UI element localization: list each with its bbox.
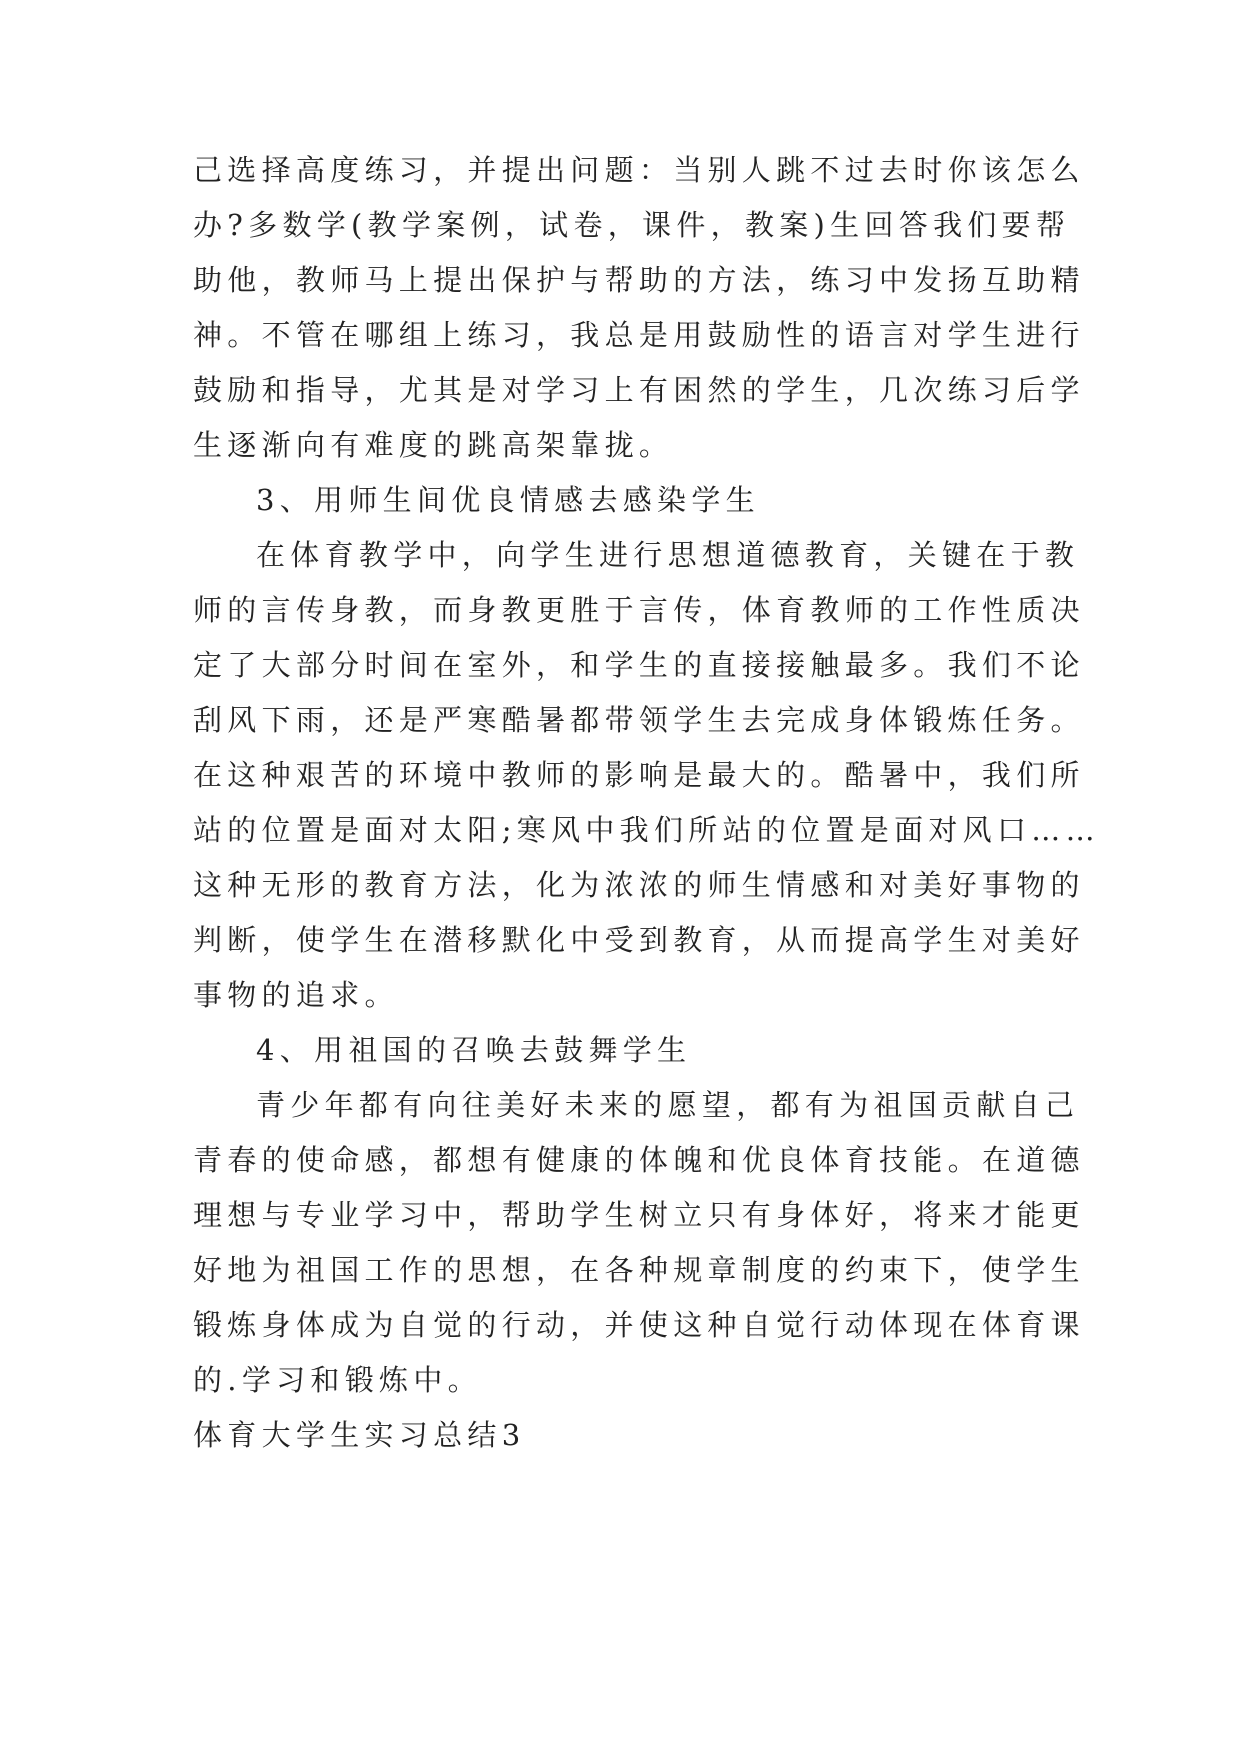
paragraph-line: 办?多数学(教学案例，试卷，课件，教案)生回答我们要帮: [193, 208, 1071, 242]
paragraph-line: 的.学习和锻炼中。: [193, 1363, 482, 1397]
paragraph-line: 生逐渐向有难度的跳高架靠拢。: [193, 428, 674, 462]
paragraph-line: 好地为祖国工作的思想，在各种规章制度的约束下，使学生: [193, 1253, 1085, 1287]
section-heading: 4、用祖国的召唤去鼓舞学生: [256, 1033, 692, 1067]
paragraph-line: 助他，教师马上提出保护与帮助的方法，练习中发扬互助精: [193, 263, 1085, 297]
paragraph-line: 己选择高度练习，并提出问题：当别人跳不过去时你该怎么: [193, 153, 1085, 187]
paragraph-line: 鼓励和指导，尤其是对学习上有困然的学生，几次练习后学: [193, 373, 1085, 407]
paragraph-line: 定了大部分时间在室外，和学生的直接接触最多。我们不论: [193, 648, 1085, 682]
paragraph-line: 这种无形的教育方法，化为浓浓的师生情感和对美好事物的: [193, 868, 1085, 902]
paragraph-line: 判断，使学生在潜移默化中受到教育，从而提高学生对美好: [193, 923, 1085, 957]
paragraph-line: 青春的使命感，都想有健康的体魄和优良体育技能。在道德: [193, 1143, 1085, 1177]
paragraph-line: 师的言传身教，而身教更胜于言传，体育教师的工作性质决: [193, 593, 1085, 627]
paragraph-line: 锻炼身体成为自觉的行动，并使这种自觉行动体现在体育课: [193, 1308, 1085, 1342]
section-heading: 3、用师生间优良情感去感染学生: [256, 483, 760, 517]
paragraph-line: 青少年都有向往美好未来的愿望，都有为祖国贡献自己: [256, 1088, 1080, 1122]
paragraph-line: 在体育教学中，向学生进行思想道德教育，关键在于教: [256, 538, 1080, 572]
paragraph-line: 站的位置是面对太阳;寒风中我们所站的位置是面对风口……: [193, 813, 1100, 847]
paragraph-line: 刮风下雨，还是严寒酷暑都带领学生去完成身体锻炼任务。: [193, 703, 1085, 737]
document-title: 体育大学生实习总结3: [193, 1418, 526, 1452]
paragraph-line: 理想与专业学习中，帮助学生树立只有身体好，将来才能更: [193, 1198, 1085, 1232]
paragraph-line: 在这种艰苦的环境中教师的影响是最大的。酷暑中，我们所: [193, 758, 1085, 792]
paragraph-line: 事物的追求。: [193, 978, 399, 1012]
paragraph-line: 神。不管在哪组上练习，我总是用鼓励性的语言对学生进行: [193, 318, 1085, 352]
